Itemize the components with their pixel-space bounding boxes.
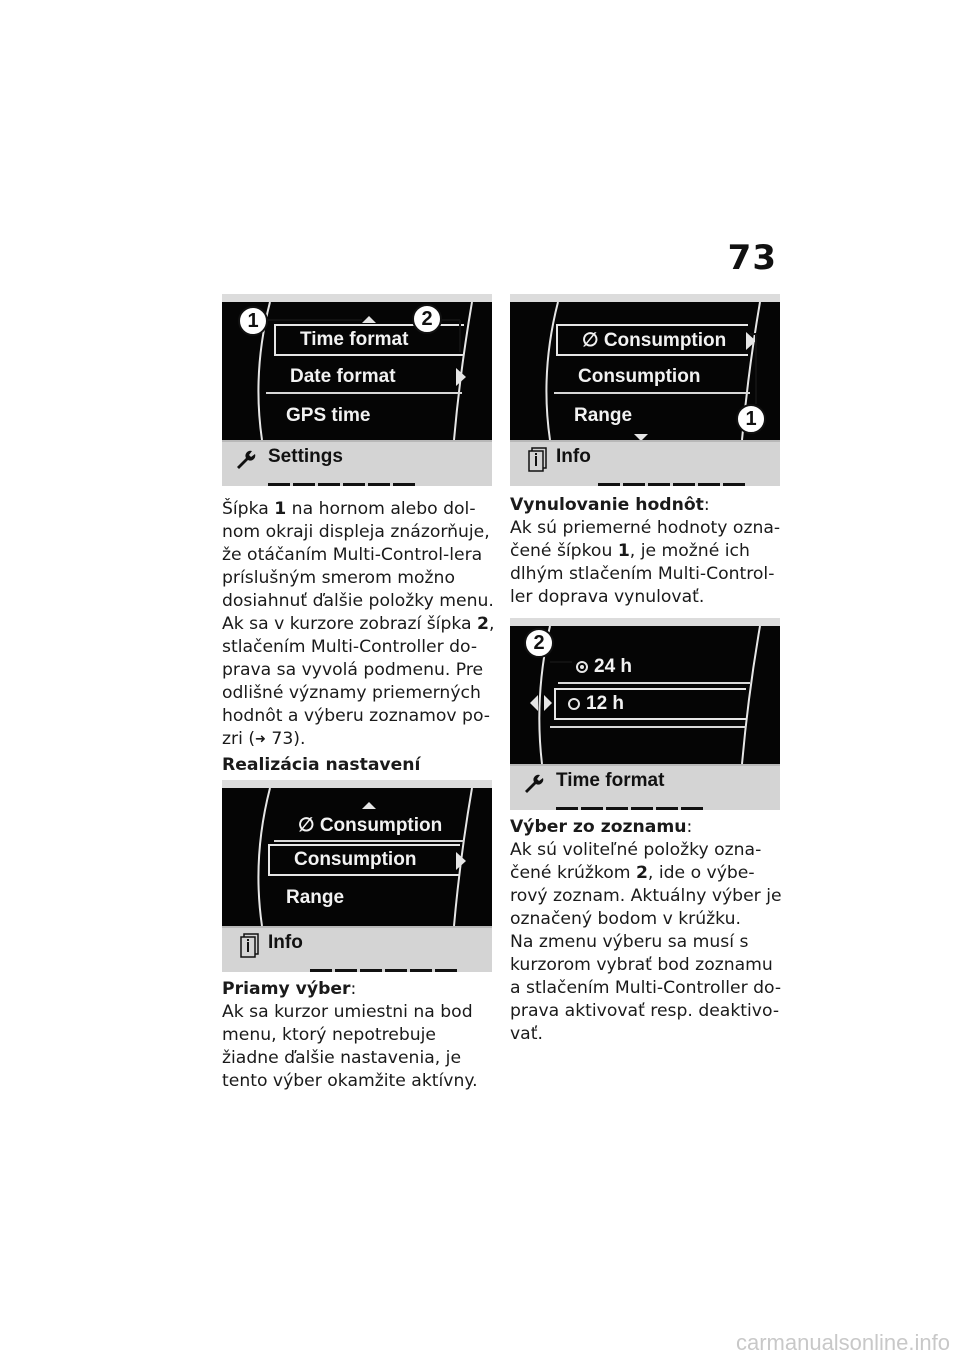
list-option-label: 12 h	[586, 693, 625, 714]
text-run: :	[350, 979, 357, 999]
info-menu-screen-reset	[510, 294, 780, 486]
text-bold: 1	[617, 541, 630, 561]
text-run: , ide o výbe-rový zoznam. Aktuálny výber je označený bodom v krúžku.	[510, 863, 782, 929]
text-run: Ak sú priemerné hodnoty ozna-čené šípkou	[510, 518, 781, 561]
section-heading: Realizácia nastavení	[222, 755, 421, 775]
scroll-up-arrow-icon	[362, 802, 376, 809]
paragraph-arrows-explained	[222, 498, 498, 751]
watermark: carmanualsonline.info	[735, 1330, 950, 1355]
list-option-12h	[554, 688, 746, 720]
status-bar-label: Info	[268, 932, 303, 953]
menu-row-label: ∅ Consumption	[582, 329, 727, 351]
text-run: :	[703, 495, 710, 515]
paragraph-heading: Priamy výber	[222, 979, 351, 999]
text-run: ).	[293, 729, 306, 749]
menu-row-label: Range	[574, 405, 633, 426]
status-bar	[222, 926, 492, 972]
text-run: Na zmenu výberu sa musí s kurzorom vybrať bod zoznamu a stlačením Multi-Controller do-prava aktivovať resp. deaktivo-vať.	[510, 932, 782, 1044]
paragraph-reset-values	[510, 494, 786, 609]
page-number: 73	[727, 238, 777, 278]
status-bar	[510, 764, 780, 810]
text-run: Šípka	[222, 499, 275, 519]
submenu-arrow-icon	[456, 368, 466, 386]
callout-1: 1	[736, 404, 766, 434]
menu-row-date-format	[266, 362, 462, 394]
list-option-label: 24 h	[594, 656, 633, 677]
status-bar-dashes	[598, 471, 748, 486]
status-bar-dashes	[268, 471, 418, 486]
page-reference-arrow-icon: ➜	[255, 732, 266, 747]
menu-row-gps-time	[262, 400, 458, 432]
status-bar	[222, 440, 492, 486]
list-divider	[550, 726, 746, 728]
paragraph-direct-selection	[222, 978, 498, 1093]
wrench-icon	[522, 772, 546, 796]
wrench-icon	[234, 448, 258, 472]
menu-row-label: ∅ Consumption	[298, 814, 443, 836]
status-bar-label: Info	[556, 446, 591, 467]
callout-2: 2	[524, 628, 554, 658]
status-bar-label: Time format	[556, 770, 665, 791]
text-run: , stlačením Multi-Controller do-prava sa vyvolá podmenu. Pre odlišné významy priemerných hodnôt a výberu zoznamov po-zri (	[222, 614, 495, 749]
status-bar-dashes	[556, 795, 706, 810]
info-book-icon	[526, 446, 548, 474]
text-run: Ak sú voliteľné položky ozna-čené krúžkom	[510, 840, 762, 883]
radio-empty-icon	[568, 698, 580, 710]
settings-menu-screen	[222, 294, 492, 486]
info-book-icon	[238, 932, 260, 960]
status-bar-label: Settings	[268, 446, 343, 467]
paragraph-heading: Vynulovanie hodnôt	[510, 495, 704, 515]
paragraph-list-selection	[510, 816, 786, 1046]
paragraph-heading: Výber zo zoznamu	[510, 817, 687, 837]
callout-1: 1	[238, 306, 268, 336]
menu-row-label: Date format	[290, 366, 396, 387]
text-run: na hornom alebo dol-nom okraji displeja znázorňuje, že otáčaním Multi-Control-lera príslušným smerom možno dosiahnuť ďalšie položky menu. Ak sa v kurzore zobrazí šípka	[222, 499, 494, 634]
menu-row-range	[262, 882, 458, 914]
page-reference[interactable]: 73	[271, 729, 294, 749]
info-menu-screen-direct	[222, 780, 492, 972]
list-toggle-arrows-icon	[528, 692, 556, 714]
menu-row-consumption	[268, 844, 460, 876]
menu-row-avg-consumption	[274, 810, 464, 842]
menu-row-label: GPS time	[286, 405, 371, 426]
menu-row-label: Consumption	[294, 849, 417, 870]
text-bold: 1	[274, 499, 287, 519]
text-run: Ak sa kurzor umiestni na bod menu, ktorý nepotrebuje žiadne ďalšie nastavenia, je tento výber okamžite aktívny.	[222, 1002, 478, 1091]
text-bold: 2	[635, 863, 648, 883]
menu-row-label: Time format	[300, 329, 409, 350]
text-bold: 2	[477, 614, 489, 634]
submenu-arrow-icon	[456, 852, 466, 870]
text-run: :	[686, 817, 693, 837]
status-bar-dashes	[310, 957, 460, 972]
display-area	[222, 788, 492, 926]
menu-row-label: Range	[286, 887, 345, 908]
menu-row-label: Consumption	[578, 366, 701, 387]
text-run: , je možné ich dlhým stlačením Multi-Control-ler doprava vynulovať.	[510, 541, 775, 607]
callout-2: 2	[412, 304, 442, 334]
time-format-screen	[510, 618, 780, 810]
status-bar	[510, 440, 780, 486]
